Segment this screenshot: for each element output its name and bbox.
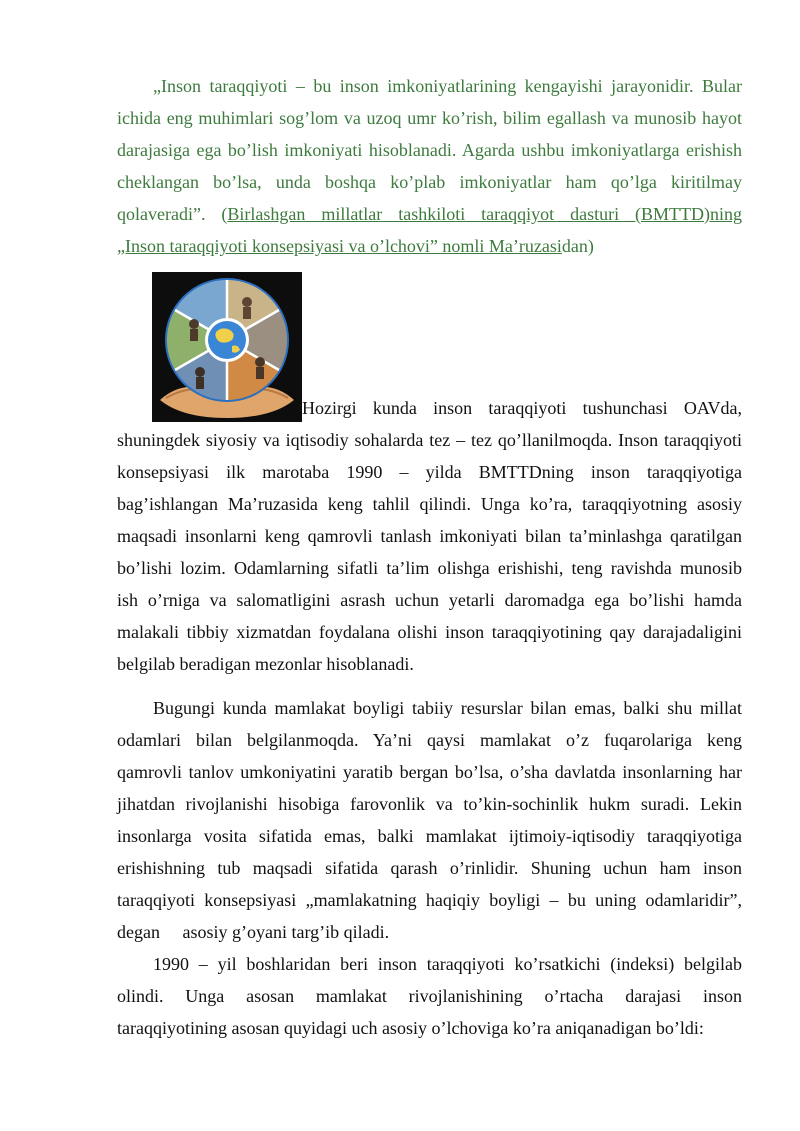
paragraph-3 xyxy=(117,692,742,948)
paragraph-4 xyxy=(117,948,742,1044)
quote-line-4: cheklangan bo’lsa, unda boshqa ko’plab imkoniyatlar ham qo’lga kiritilmay xyxy=(117,172,742,192)
para2-line-5: maqsadi insonlarni keng qamrovli tanlash imkoniyati bilan ta’minlashga qaratilgan xyxy=(117,526,742,546)
para2-line-9: belgilab beradigan mezonlar hisoblanadi. xyxy=(117,654,414,674)
para2-line-4: bag’ishlangan Ma’ruzasida keng tahlil qilindi. Unga ko’ra, taraqqiyotning asosiy xyxy=(117,494,742,514)
para3-line-3: qamrovli tanlov umkoniyatini yaratib bergan bo’lsa, o’sha davlatda insonlarning har xyxy=(117,762,742,782)
para2-line-8: malakali tibbiy xizmatdan foydalana olishi inson taraqqiyotining qay darajadaligini xyxy=(117,622,742,642)
quote-line-6 xyxy=(117,230,742,262)
para3-line-6: erishishning tub maqsadi sifatida qarash o’rinlidir. Shuning uchun ham inson xyxy=(117,858,742,878)
para2-line-3: konsepsiyasi ilk marotaba 1990 – yilda BMTTDning inson taraqqiyotiga xyxy=(117,462,742,482)
para2-line-1: Hozirgi kunda inson taraqqiyoti tushunchasi OAVda, xyxy=(302,398,742,418)
quote-paragraph xyxy=(117,70,742,262)
source-link-part-1[interactable]: Birlashgan millatlar tashkiloti taraqqiyot dasturi (BMTTD)ning xyxy=(227,204,742,224)
paragraph-2 xyxy=(117,392,742,424)
quote-line-6-tail: dan) xyxy=(561,236,594,256)
paragraph-2-body xyxy=(117,424,742,680)
quote-line-1: „Inson taraqqiyoti – bu inson imkoniyatlarining kengayishi jarayonidir. Bular xyxy=(153,76,742,96)
quote-line-2: ichida eng muhimlari sog’lom va uzoq umr ko’rish, bilim egallash va munosib hayot xyxy=(117,108,742,128)
para2-line-2: shuningdek siyosiy va iqtisodiy sohalarda tez – tez qo’llanilmoqda. Inson taraqqiyoti xyxy=(117,430,742,450)
quote-line-5-text: qolaveradi”. ( xyxy=(117,204,228,224)
source-link-part-2[interactable]: „Inson taraqqiyoti konsepsiyasi va o’lchovi” nomli Ma’ruzasi xyxy=(117,236,562,256)
para3-line-8: degan asosiy g’oyani targ’ib qiladi. xyxy=(117,922,390,942)
para3-line-2: odamlari bilan belgilanmoqda. Ya’ni qaysi mamlakat o’z fuqarolariga keng xyxy=(117,730,742,750)
para3-line-5: insonlarga vosita sifatida emas, balki mamlakat ijtimoiy-iqtisodiy taraqqiyotiga xyxy=(117,826,742,846)
para3-line-4: jihatdan rivojlanishi hisobiga farovonlik va to’kin-sochinlik hukm suradi. Lekin xyxy=(117,794,742,814)
para4-line-2: olindi. Unga asosan mamlakat rivojlanishining o’rtacha darajasi inson xyxy=(117,986,742,1006)
para2-line-6: bo’lishi lozim. Odamlarning sifatli ta’lim olishga erishishi, teng ravishda munosib xyxy=(117,558,742,578)
para2-line-7: ish o’rniga va salomatligini asrash uchun yetarli daromadga ega bo’lishi hamda xyxy=(117,590,742,610)
quote-line-3: darajasiga ega bo’lish imkoniyati hisoblanadi. Agarda ushbu imkoniyatlarga erishish xyxy=(117,140,742,160)
para3-line-1: Bugungi kunda mamlakat boyligi tabiiy resurslar bilan emas, balki shu millat xyxy=(153,698,742,718)
para4-line-3: taraqqiyotining asosan quyidagi uch asosiy o’lchoviga ko’ra aniqanadigan bo’ldi: xyxy=(117,1018,704,1038)
quote-line-5 xyxy=(117,198,742,230)
para3-line-7: taraqqiyoti konsepsiyasi „mamlakatning haqiqiy boyligi – bu uning odamlaridir”, xyxy=(117,890,742,910)
para4-line-1: 1990 – yil boshlaridan beri inson taraqqiyoti ko’rsatkichi (indeksi) belgilab xyxy=(153,954,742,974)
